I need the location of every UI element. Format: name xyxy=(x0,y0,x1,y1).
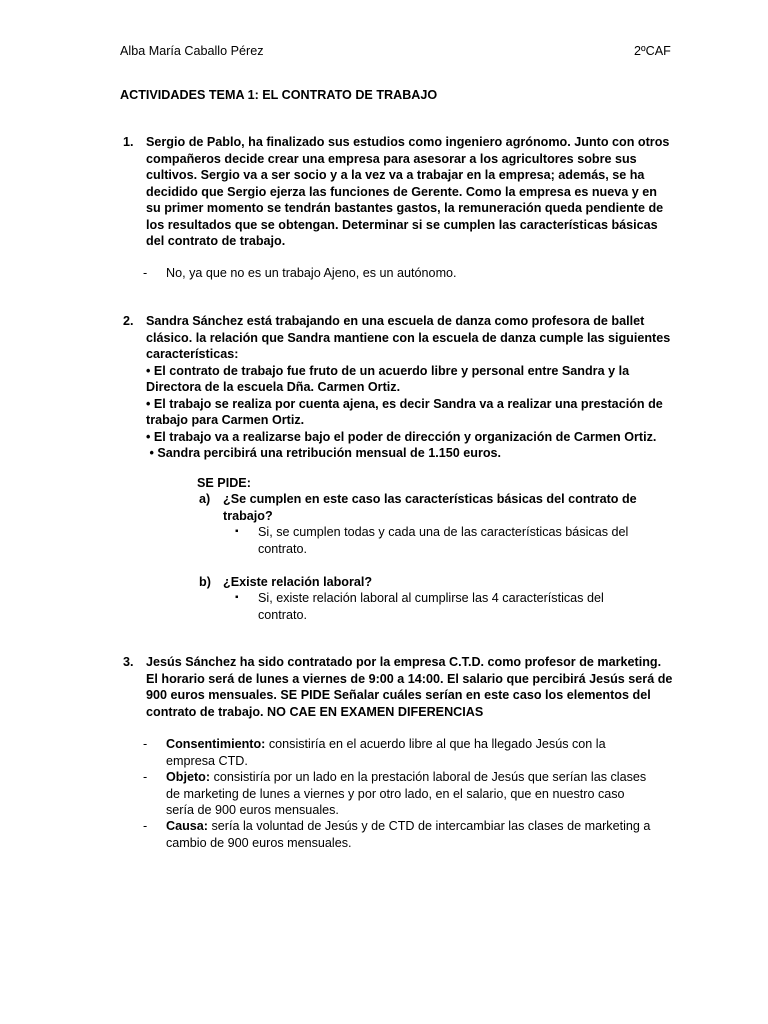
q1-line: decidido que Sergio ejerza las funciones de Gerente. Como la empresa es nueva y en xyxy=(146,184,657,199)
q3-item-line xyxy=(166,818,650,835)
q2a-line: ¿Se cumplen en este caso las características básicas del contrato de xyxy=(223,492,637,506)
course-label: 2ºCAF xyxy=(634,44,671,58)
q1-answer: No, ya que no es un trabajo Ajeno, es un autónomo. xyxy=(166,266,457,280)
q1-line: cultivos. Sergio va a ser socio y a la vez va a trabajar en la empresa; además, se ha xyxy=(146,168,645,182)
q3-item-line: sería de 900 euros mensuales. xyxy=(166,803,339,817)
q3-item-objeto xyxy=(166,769,646,819)
q3-item-line xyxy=(166,736,606,753)
q2a-bullet: ▪ xyxy=(235,526,239,537)
q3-item-consentimiento xyxy=(166,736,606,769)
q1-line: los resultados que se obtengan. Determinar si se cumplen las características básicas xyxy=(146,217,658,232)
q2-number: 2. xyxy=(123,314,134,328)
q2a-answer xyxy=(258,524,628,557)
q1-answer-dash: - xyxy=(143,266,148,280)
q3-item-term: Objeto: xyxy=(166,770,211,784)
q3-line: 900 euros mensuales. SE PIDE Señalar cuáles serían en este caso los elementos del xyxy=(146,688,651,702)
q2a-answer-line: Si, se cumplen todas y cada una de las características básicas del xyxy=(258,525,629,539)
q2-text xyxy=(146,313,670,462)
q3-item-term: Causa: xyxy=(166,819,208,833)
q1-line: su primer momento se tendrán bastantes gastos, la remuneración queda pendiente de xyxy=(146,201,664,215)
document-title: ACTIVIDADES TEMA 1: EL CONTRATO DE TRABAJO xyxy=(120,88,438,102)
q2b-answer-line: contrato. xyxy=(258,607,308,622)
q3-item-causa xyxy=(166,818,650,851)
q3-item-line: empresa CTD. xyxy=(166,753,248,768)
q3-item-text: sería la voluntad de Jesús y de CTD de intercambiar las clases de marketing a xyxy=(208,819,651,833)
q3-line: El horario será de lunes a viernes de 9:00 a 14:00. El salario que percibirá Jesús será de xyxy=(146,671,673,686)
q2b-label: b) xyxy=(199,575,211,589)
se-pide-label: SE PIDE: xyxy=(197,476,251,490)
q3-item-text: consistiría por un lado en la prestación laboral de Jesús que serían las clases xyxy=(210,770,647,784)
q2b-bullet: ▪ xyxy=(235,592,239,603)
q2-line: • El contrato de trabajo fue fruto de un acuerdo libre y personal entre Sandra y la xyxy=(146,363,630,378)
q3-item-dash: - xyxy=(143,819,148,833)
q2a-question xyxy=(223,491,637,524)
q2-line: Sandra Sánchez está trabajando en una escuela de danza como profesora de ballet xyxy=(146,314,645,328)
q2-line: características: xyxy=(146,347,239,361)
q2-line: trabajo para Carmen Ortiz. xyxy=(146,413,305,427)
author-name: Alba María Caballo Pérez xyxy=(120,44,264,58)
q2-line: • El trabajo se realiza por cuenta ajena, es decir Sandra va a realizar una prestación de xyxy=(146,396,663,411)
q2-line: Directora de la escuela Dña. Carmen Ortiz. xyxy=(146,380,401,394)
q3-item-dash: - xyxy=(143,770,148,784)
q3-item-dash: - xyxy=(143,737,148,751)
q2-line: • Sandra percibirá una retribución mensual de 1.150 euros. xyxy=(146,446,502,460)
q1-number: 1. xyxy=(123,135,134,149)
q3-number: 3. xyxy=(123,655,134,669)
q2-line: • El trabajo va a realizarse bajo el poder de dirección y organización de Carmen Ortiz. xyxy=(146,429,657,444)
q2b-question: ¿Existe relación laboral? xyxy=(223,575,373,589)
q3-line: contrato de trabajo. NO CAE EN EXAMEN DIFERENCIAS xyxy=(146,704,484,719)
q3-item-text: consistiría en el acuerdo libre al que ha llegado Jesús con la xyxy=(265,737,606,751)
q3-item-term: Consentimiento: xyxy=(166,737,266,751)
q1-line: del contrato de trabajo. xyxy=(146,234,286,248)
q2a-answer-line: contrato. xyxy=(258,541,308,556)
q3-text xyxy=(146,654,672,720)
q3-line: Jesús Sánchez ha sido contratado por la empresa C.T.D. como profesor de marketing. xyxy=(146,655,662,669)
q1-line: Sergio de Pablo, ha finalizado sus estudios como ingeniero agrónomo. Junto con otros xyxy=(146,135,670,149)
q3-item-line xyxy=(166,769,646,786)
q2b-answer-line: Si, existe relación laboral al cumplirse las 4 características del xyxy=(258,591,604,605)
q3-item-line: cambio de 900 euros mensuales. xyxy=(166,835,352,850)
q3-item-line: de marketing de lunes a viernes y por otro lado, en el salario, que en nuestro caso xyxy=(166,786,625,801)
q1-line: compañeros decide crear una empresa para asesorar a los agricultores sobre sus xyxy=(146,151,637,166)
q2a-label: a) xyxy=(199,492,211,506)
q1-text xyxy=(146,134,669,250)
q2a-line: trabajo? xyxy=(223,508,273,523)
q2-line: clásico. la relación que Sandra mantiene con la escuela de danza cumple las siguientes xyxy=(146,330,671,345)
q2b-answer xyxy=(258,590,604,623)
